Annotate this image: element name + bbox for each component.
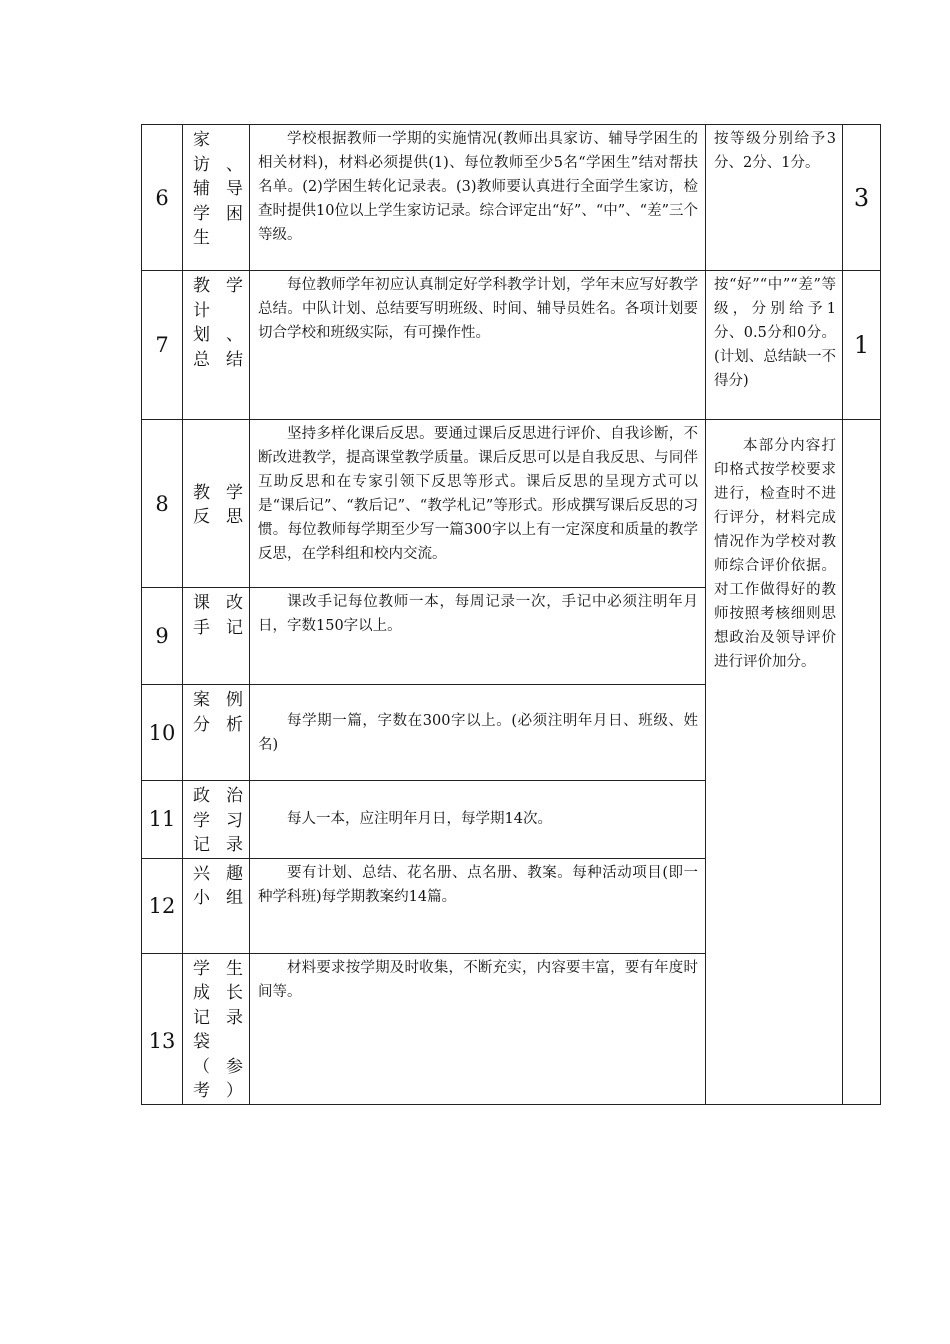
row-number: 10 [142, 685, 183, 781]
row-number: 7 [142, 271, 183, 420]
item-name: 课改手记 [183, 588, 250, 685]
item-content: 每学期一篇，字数在300字以上。(必须注明年月日、班级、姓名) [250, 685, 706, 781]
score-value-empty [843, 420, 881, 1105]
score-value: 1 [843, 271, 881, 420]
row-number: 11 [142, 781, 183, 859]
row-number: 6 [142, 125, 183, 271]
item-name: 教学反思 [183, 420, 250, 588]
scoring-rule: 按“好”“中”“差”等级，分别给予1分、0.5分和0分。(计划、总结缺一不得分) [706, 271, 843, 420]
item-content: 材料要求按学期及时收集，不断充实，内容要丰富，要有年度时间等。 [250, 953, 706, 1104]
table-row [142, 271, 881, 420]
row-number: 13 [142, 953, 183, 1104]
item-content: 坚持多样化课后反思。要通过课后反思进行评价、自我诊断，不断改进教学，提高课堂教学质量。课后反思可以是自我反思、与同伴互助反思和在专家引领下反思等形式。课后反思的呈现方式可以是“课后记”、“教后记”、“教学札记”等形式。形成撰写课后反思的习惯。每位教师每学期至少写一篇300字以上有一定深度和质量的教学反思，在学科组和校内交流。 [250, 420, 706, 588]
table-row [142, 125, 881, 271]
item-name: 兴趣小组 [183, 858, 250, 953]
evaluation-table [141, 124, 881, 1105]
row-number: 8 [142, 420, 183, 588]
item-content: 课改手记每位教师一本，每周记录一次，手记中必须注明年月日，字数150字以上。 [250, 588, 706, 685]
item-name: 教学计划、总结 [183, 271, 250, 420]
item-content: 要有计划、总结、花名册、点名册、教案。每种活动项目(即一种学科班)每学期教案约14篇。 [250, 858, 706, 953]
row-number: 9 [142, 588, 183, 685]
score-value: 3 [843, 125, 881, 271]
item-content: 学校根据教师一学期的实施情况(教师出具家访、辅导学困生的相关材料)，材料必须提供(1)、每位教师至少5名“学困生”结对帮扶名单。(2)学困生转化记录表。(3)教师要认真进行全面学生家访，检查时提供10位以上学生家访记录。综合评定出“好”、“中”、“差”三个等级。 [250, 125, 706, 271]
item-name: 案例分析 [183, 685, 250, 781]
item-name: 学生成长记录袋（参考） [183, 953, 250, 1104]
item-name: 政治学习记录 [183, 781, 250, 859]
merged-scoring-rule: 本部分内容打印格式按学校要求进行，检查时不进行评分，材料完成情况作为学校对教师综合评价依据。对工作做得好的教师按照考核细则思想政治及领导评价进行评价加分。 [706, 420, 843, 1105]
item-content: 每人一本，应注明年月日，每学期14次。 [250, 781, 706, 859]
item-content: 每位教师学年初应认真制定好学科教学计划，学年末应写好教学总结。中队计划、总结要写明班级、时间、辅导员姓名。各项计划要切合学校和班级实际，有可操作性。 [250, 271, 706, 420]
item-name: 家访、辅导学困生 [183, 125, 250, 271]
table-row [142, 420, 881, 588]
row-number: 12 [142, 858, 183, 953]
scoring-rule: 按等级分别给予3分、2分、1分。 [706, 125, 843, 271]
